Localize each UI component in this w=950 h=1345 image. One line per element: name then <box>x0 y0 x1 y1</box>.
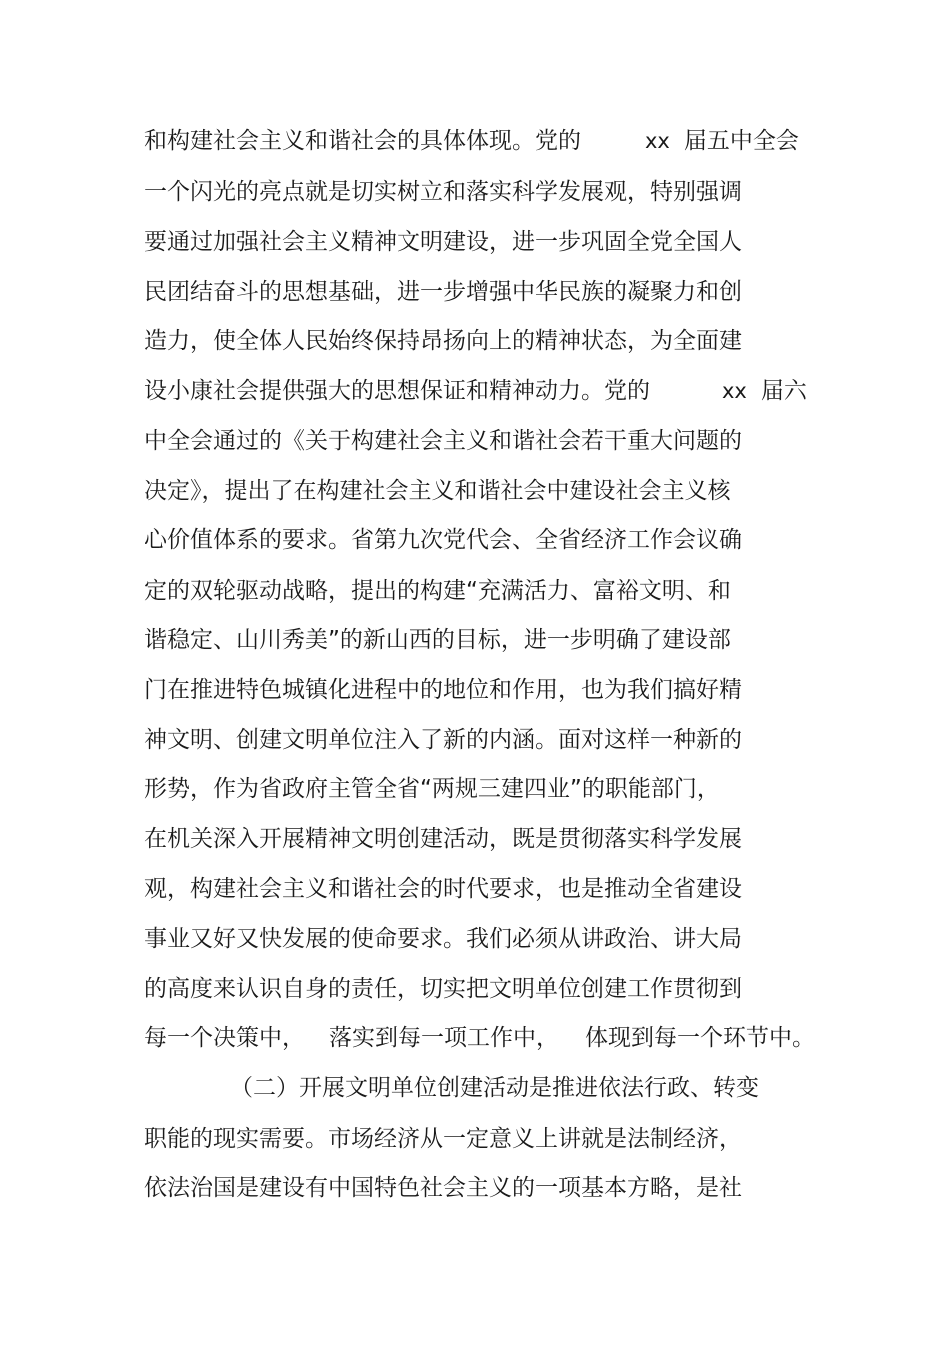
text-segment: 造力，使全体人民始终保持昂扬向上的精神状态，为全面建 <box>144 328 742 354</box>
text-segment: 设小康社会提供强大的思想保证和精神动力。党的 <box>144 378 650 404</box>
text-segment: 一个闪光的亮点就是切实树立和落实科学发展观，特别强调 <box>144 179 742 205</box>
text-segment: 每一个决策中， <box>144 1025 305 1051</box>
text-line <box>144 675 742 705</box>
text-line <box>144 1124 742 1154</box>
text-line <box>144 227 742 257</box>
text-segment: 在机关深入开展精神文明创建活动，既是贯彻落实科学发展 <box>144 826 742 852</box>
text-segment: 体现到每一个环节中。 <box>585 1025 815 1051</box>
text-line <box>144 774 720 804</box>
text-segment: 形势，作为省政府主管全省“两规三建四业”的职能部门， <box>144 776 720 802</box>
text-segment: 中全会通过的《关于构建社会主义和谐社会若干重大问题的 <box>144 428 742 454</box>
text-line <box>144 924 742 954</box>
text-line <box>144 376 807 406</box>
text-line <box>144 725 742 755</box>
text-segment: 决定》，提出了在构建社会主义和谐社会中建设社会主义核 <box>144 478 731 504</box>
text-line <box>144 1173 742 1203</box>
text-segment: 届六 <box>760 378 807 404</box>
text-segment: xx <box>645 129 670 153</box>
text-line <box>144 326 742 356</box>
text-segment: 神文明、创建文明单位注入了新的内涵。面对这样一种新的 <box>144 727 742 753</box>
text-line <box>230 1073 759 1103</box>
text-line <box>144 177 742 207</box>
text-line <box>144 576 731 606</box>
text-segment: 依法治国是建设有中国特色社会主义的一项基本方略，是社 <box>144 1175 742 1201</box>
text-line <box>144 426 742 456</box>
text-line <box>144 1023 815 1053</box>
text-segment: 的高度来认识自身的责任，切实把文明单位创建工作贯彻到 <box>144 976 742 1002</box>
text-segment: （二）开展文明单位创建活动是推进依法行政、转变 <box>230 1075 759 1101</box>
text-line <box>144 476 731 506</box>
text-line <box>144 277 742 307</box>
text-segment: 要通过加强社会主义精神文明建设，进一步巩固全党全国人 <box>144 229 742 255</box>
text-line <box>144 824 742 854</box>
text-segment: 门在推进特色城镇化进程中的地位和作用，也为我们搞好精 <box>144 677 742 703</box>
text-segment: 谐稳定、山川秀美”的新山西的目标，进一步明确了建设部 <box>144 627 731 653</box>
text-line <box>144 126 799 156</box>
text-segment: xx <box>722 379 747 403</box>
text-segment: 职能的现实需要。市场经济从一定意义上讲就是法制经济， <box>144 1126 742 1152</box>
text-line <box>144 974 742 1004</box>
text-line <box>144 874 742 904</box>
text-segment: 落实到每一项工作中， <box>329 1025 559 1051</box>
text-line <box>144 625 731 655</box>
text-segment: 事业又好又快发展的使命要求。我们必须从讲政治、讲大局 <box>144 926 742 952</box>
text-segment: 心价值体系的要求。省第九次党代会、全省经济工作会议确 <box>144 527 742 553</box>
text-segment: 届五中全会 <box>683 128 799 154</box>
text-segment: 定的双轮驱动战略，提出的构建“充满活力、富裕文明、和 <box>144 578 731 604</box>
text-segment: 民团结奋斗的思想基础，进一步增强中华民族的凝聚力和创 <box>144 279 742 305</box>
text-segment: 和构建社会主义和谐社会的具体体现。党的 <box>144 128 581 154</box>
text-line <box>144 525 742 555</box>
text-segment: 观，构建社会主义和谐社会的时代要求，也是推动全省建设 <box>144 876 742 902</box>
